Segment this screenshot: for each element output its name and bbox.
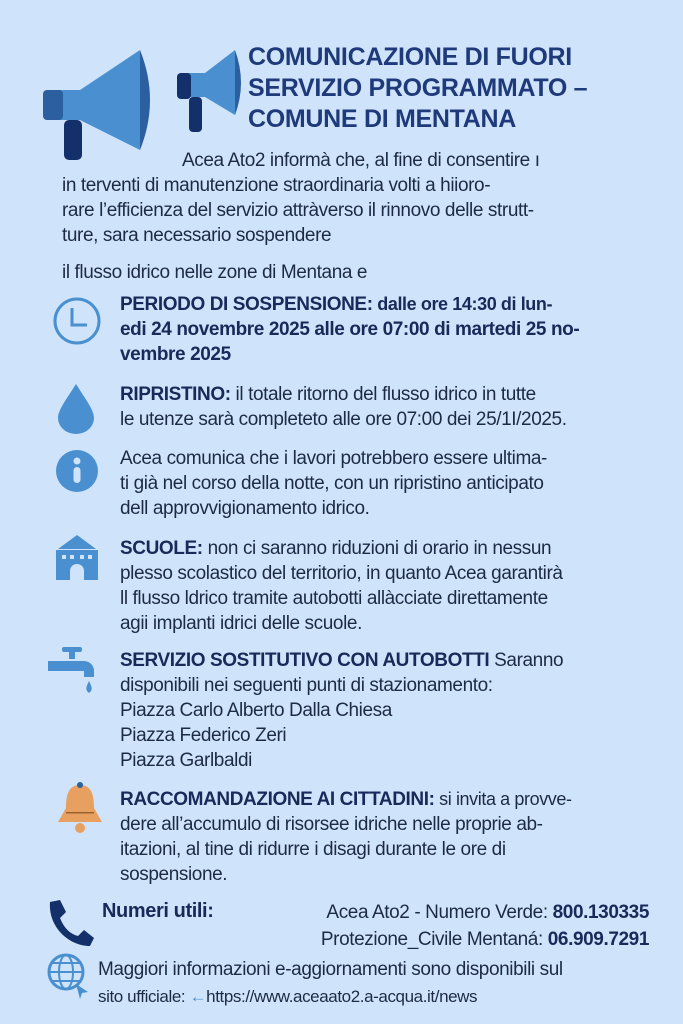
water-drop-icon	[56, 382, 96, 434]
section-text: non ci saranno riduzioni di orario in nessun	[202, 538, 552, 559]
globe-icon	[46, 952, 90, 1000]
section-line: disponibili nei seguenti punti di stazionamento:	[120, 675, 493, 696]
section-line: sospensione.	[120, 864, 228, 885]
section-label: RIPRISTINO:	[120, 384, 231, 405]
intro-line: il flusso idrico nelle zone di Mentana e	[62, 262, 368, 283]
phone-icon	[44, 898, 96, 948]
website-link[interactable]: https://www.aceaato2.a-acqua.it/news	[206, 987, 478, 1006]
info-icon	[55, 449, 99, 493]
intro-line: rare l’efficienza del servizio attràverso il rinnovo delle strutt-	[62, 200, 534, 221]
section-info	[120, 446, 547, 521]
acea-number[interactable]: 800.130335	[552, 902, 649, 923]
section-line: itazioni, al tine di ridurre i disagi durante le ore di	[120, 839, 506, 860]
intro-line: Acea Ato2 informà che, al fine di consentire ı	[182, 150, 540, 171]
section-label: RACCOMANDAZIONE AI CITTADINI:	[120, 789, 435, 810]
protezione-label: Protezione_Civile Mentaná:	[320, 929, 548, 950]
acea-label: Acea Ato2 - Numero Verde:	[326, 902, 553, 923]
section-line: plesso scolastico del territorio, in quanto Acea garantirà	[120, 563, 563, 584]
info-line: Maggiori informazioni e-aggiornamenti sono disponibili sul	[98, 959, 563, 980]
title-line: COMUNE DI MENTANA	[248, 105, 517, 133]
bell-icon	[54, 782, 106, 838]
location-item: Piazza Carlo Alberto Dalla Chiesa	[120, 700, 392, 721]
arrow-left-icon: ←	[189, 987, 207, 1006]
section-line: vembre 2025	[120, 344, 231, 365]
title-line: COMUNICAZIONE DI FUORI	[248, 43, 572, 71]
section-line: ti già nel corso della notte, con un ripristino anticipato	[120, 473, 544, 494]
intro-line: ture, sara necessario sospendere	[62, 225, 332, 246]
section-label: SERVIZIO SOSTITUTIVO CON AUTOBOTTI	[120, 650, 490, 671]
protezione-number[interactable]: 06.909.7291	[547, 929, 649, 950]
location-item: Piazza Federico Zeri	[120, 725, 287, 746]
section-raccomandazione	[120, 787, 572, 887]
title-line: SERVIZIO PROGRAMMATO –	[248, 74, 588, 102]
section-text: il totale ritorno del flusso idrico in tutte	[230, 384, 536, 405]
section-line: le utenze sarà completeto alle ore 07:00 dei 25/1I/2025.	[120, 409, 567, 430]
acea-contact	[326, 900, 649, 925]
clock-icon	[52, 296, 102, 346]
protezione-contact	[321, 927, 649, 952]
section-line: edi 24 novembre 2025 alle ore 07:00 di martedi 25 no-	[120, 319, 580, 340]
contacts-label: Numeri utili:	[102, 900, 214, 922]
section-label: SCUOLE:	[120, 538, 203, 559]
info-line	[98, 984, 477, 1009]
section-text: Acea comunica che i lavori potrebbero essere ultima-	[120, 448, 547, 469]
water-tap-icon	[46, 643, 100, 701]
section-ripristino	[120, 382, 567, 432]
page-title	[248, 42, 587, 135]
section-line: agii implanti idrici delle scuole.	[120, 613, 362, 634]
intro-line: in terventi di manutenzione straordinaria volti a hiioro-	[62, 175, 491, 196]
section-scuole	[120, 536, 563, 636]
section-line: dere all’accumulo di risorsee idriche nelle proprie ab-	[120, 814, 543, 835]
section-text: si invita a provve-	[434, 789, 572, 809]
info-label: sito ufficiale:	[98, 987, 190, 1006]
school-icon	[52, 533, 102, 581]
section-line: ll flusso ldrico tramite autobotti allàcciate direttamente	[120, 588, 548, 609]
section-periodo	[120, 292, 579, 367]
section-autobotti	[120, 648, 563, 773]
location-item: Piazza Garlbaldi	[120, 750, 252, 771]
intro-text	[62, 173, 534, 285]
megaphone-icon	[175, 45, 245, 135]
section-text: dalle ore 14:30 di lun-	[372, 294, 553, 314]
section-label: PERIODO DI SOSPENSIONE:	[120, 294, 373, 315]
section-text: Saranno	[489, 650, 564, 671]
section-line: dell approvvigionamento idrico.	[120, 498, 370, 519]
megaphone-icon	[40, 45, 160, 165]
